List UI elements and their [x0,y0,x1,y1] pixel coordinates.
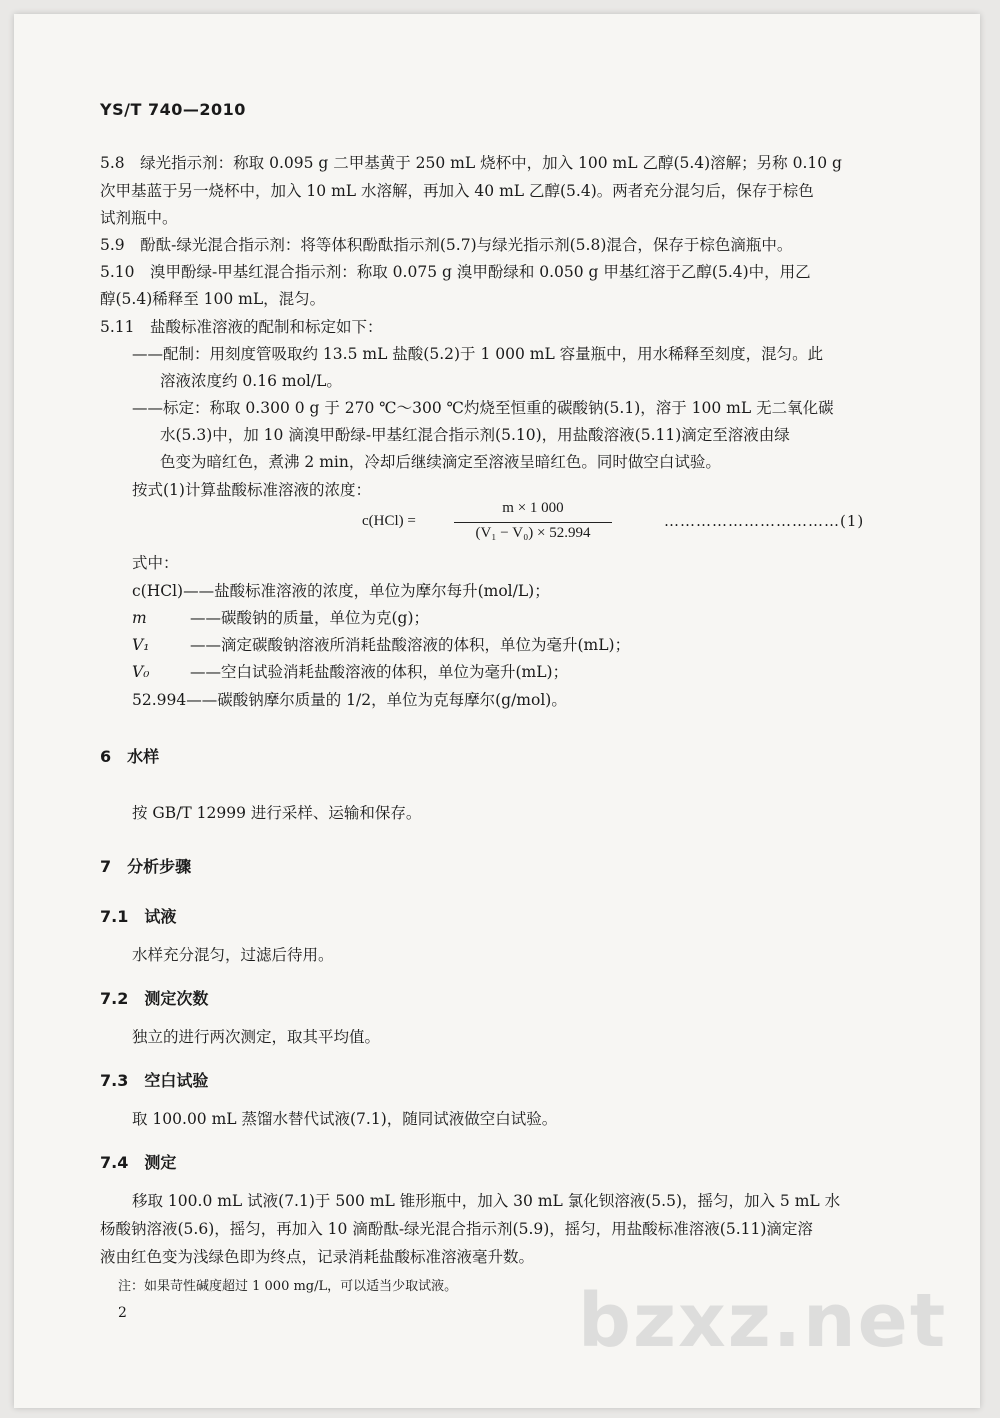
section-7-3-heading: 7.3 空白试验 [100,1071,209,1090]
section-7-1-body: 水样充分混匀，过滤后待用。 [132,946,334,964]
section-7-4-line-3: 液由红色变为浅绿色即为终点，记录消耗盐酸标准溶液毫升数。 [100,1248,535,1266]
section-7-4-line-2: 杨酸钠溶液(5.6)，摇匀，再加入 10 滴酚酞-绿光混合指示剂(5.9)，摇匀，用盐酸标准溶液(5.11)滴定溶 [100,1220,813,1238]
page-number: 2 [118,1305,127,1321]
note: 注：如果苛性碱度超过 1 000 mg/L，可以适当少取试液。 [118,1279,458,1294]
text-line-5-10-cont: 醇(5.4)稀释至 100 mL，混匀。 [100,290,326,308]
definition-v0: ——空白试验消耗盐酸溶液的体积，单位为毫升(mL)； [190,663,569,681]
formula-lhs: c(HCl) = [362,513,416,529]
text-line-calibration: ——标定：称取 0.300 0 g 于 270 ℃～300 ℃灼烧至恒重的碳酸钠(5.1)，溶于 100 mL 无二氧化碳 [132,399,834,417]
section-7-4-heading: 7.4 测定 [100,1153,177,1172]
text-line-calibration-cont: 水(5.3)中，加 10 滴溴甲酚绿-甲基红混合指示剂(5.10)，用盐酸溶液(5.11)滴定至溶液由绿 [160,426,790,444]
text-line-5-8-cont: 次甲基蓝于另一烧杯中，加入 10 mL 水溶解，再加入 40 mL 乙醇(5.4)。两者充分混匀后，保存于棕色 [100,182,814,200]
section-6-body: 按 GB/T 12999 进行采样、运输和保存。 [132,804,422,822]
section-7-3-body: 取 100.00 mL 蒸馏水替代试液(7.1)，随同试液做空白试验。 [132,1110,558,1128]
formula-numerator: m × 1 000 [502,500,564,516]
definition-m: ——碳酸钠的质量，单位为克(g)； [190,609,430,627]
text-line-calibration-end: 色变为暗红色，煮沸 2 min，冷却后继续滴定至溶液呈暗红色。同时做空白试验。 [160,453,721,471]
formula-denominator: (V₁ − V₀) × 52.994 [475,525,591,541]
definition-v0-symbol: V₀ [132,663,150,681]
section-7-2-heading: 7.2 测定次数 [100,989,209,1008]
text-line-5-9: 5.9 酚酞-绿光混合指示剂：将等体积酚酞指示剂(5.7)与绿光指示剂(5.8)混合，保存于棕色滴瓶中。 [100,236,793,254]
text-line-5-8-end: 试剂瓶中。 [100,209,178,227]
definition-molar-mass: 52.994——碳酸钠摩尔质量的 1/2，单位为克每摩尔(g/mol)。 [132,691,567,709]
definition-m-symbol: m [132,609,147,627]
text-line-5-10: 5.10 溴甲酚绿-甲基红混合指示剂：称取 0.075 g 溴甲酚绿和 0.050 g 甲基红溶于乙醇(5.4)中，用乙 [100,263,811,281]
fraction-bar [454,522,612,523]
watermark: bzxz.net [578,1278,948,1364]
equation-number: ……………………………(1) [664,512,865,530]
text-line-formula-intro: 按式(1)计算盐酸标准溶液的浓度： [132,481,371,499]
where-intro: 式中： [132,554,179,572]
text-line-preparation-cont: 溶液浓度约 0.16 mol/L。 [160,372,342,390]
section-7-1-heading: 7.1 试液 [100,907,177,926]
text-line-preparation: ——配制：用刻度管吸取约 13.5 mL 盐酸(5.2)于 1 000 mL 容量瓶中，用水稀释至刻度，混匀。此 [132,345,824,363]
section-7-4-line-1: 移取 100.0 mL 试液(7.1)于 500 mL 锥形瓶中，加入 30 mL 氯化钡溶液(5.5)，摇匀，加入 5 mL 水 [132,1192,841,1210]
text-line-5-8: 5.8 绿光指示剂：称取 0.095 g 二甲基黄于 250 mL 烧杯中，加入 100 mL 乙醇(5.4)溶解；另称 0.10 g [100,154,842,172]
section-7-heading: 7 分析步骤 [100,857,192,876]
definition-v1-symbol: V₁ [132,636,150,654]
formula-fraction [454,500,612,542]
text-line-5-11: 5.11 盐酸标准溶液的配制和标定如下： [100,318,383,336]
definition-v1: ——滴定碳酸钠溶液所消耗盐酸溶液的体积，单位为毫升(mL)； [190,636,631,654]
definition-c-hcl: c(HCl)——盐酸标准溶液的浓度，单位为摩尔每升(mol/L)； [132,582,550,600]
section-6-heading: 6 水样 [100,747,160,766]
standard-code-header: YS/T 740—2010 [100,100,246,119]
section-7-2-body: 独立的进行两次测定，取其平均值。 [132,1028,381,1046]
